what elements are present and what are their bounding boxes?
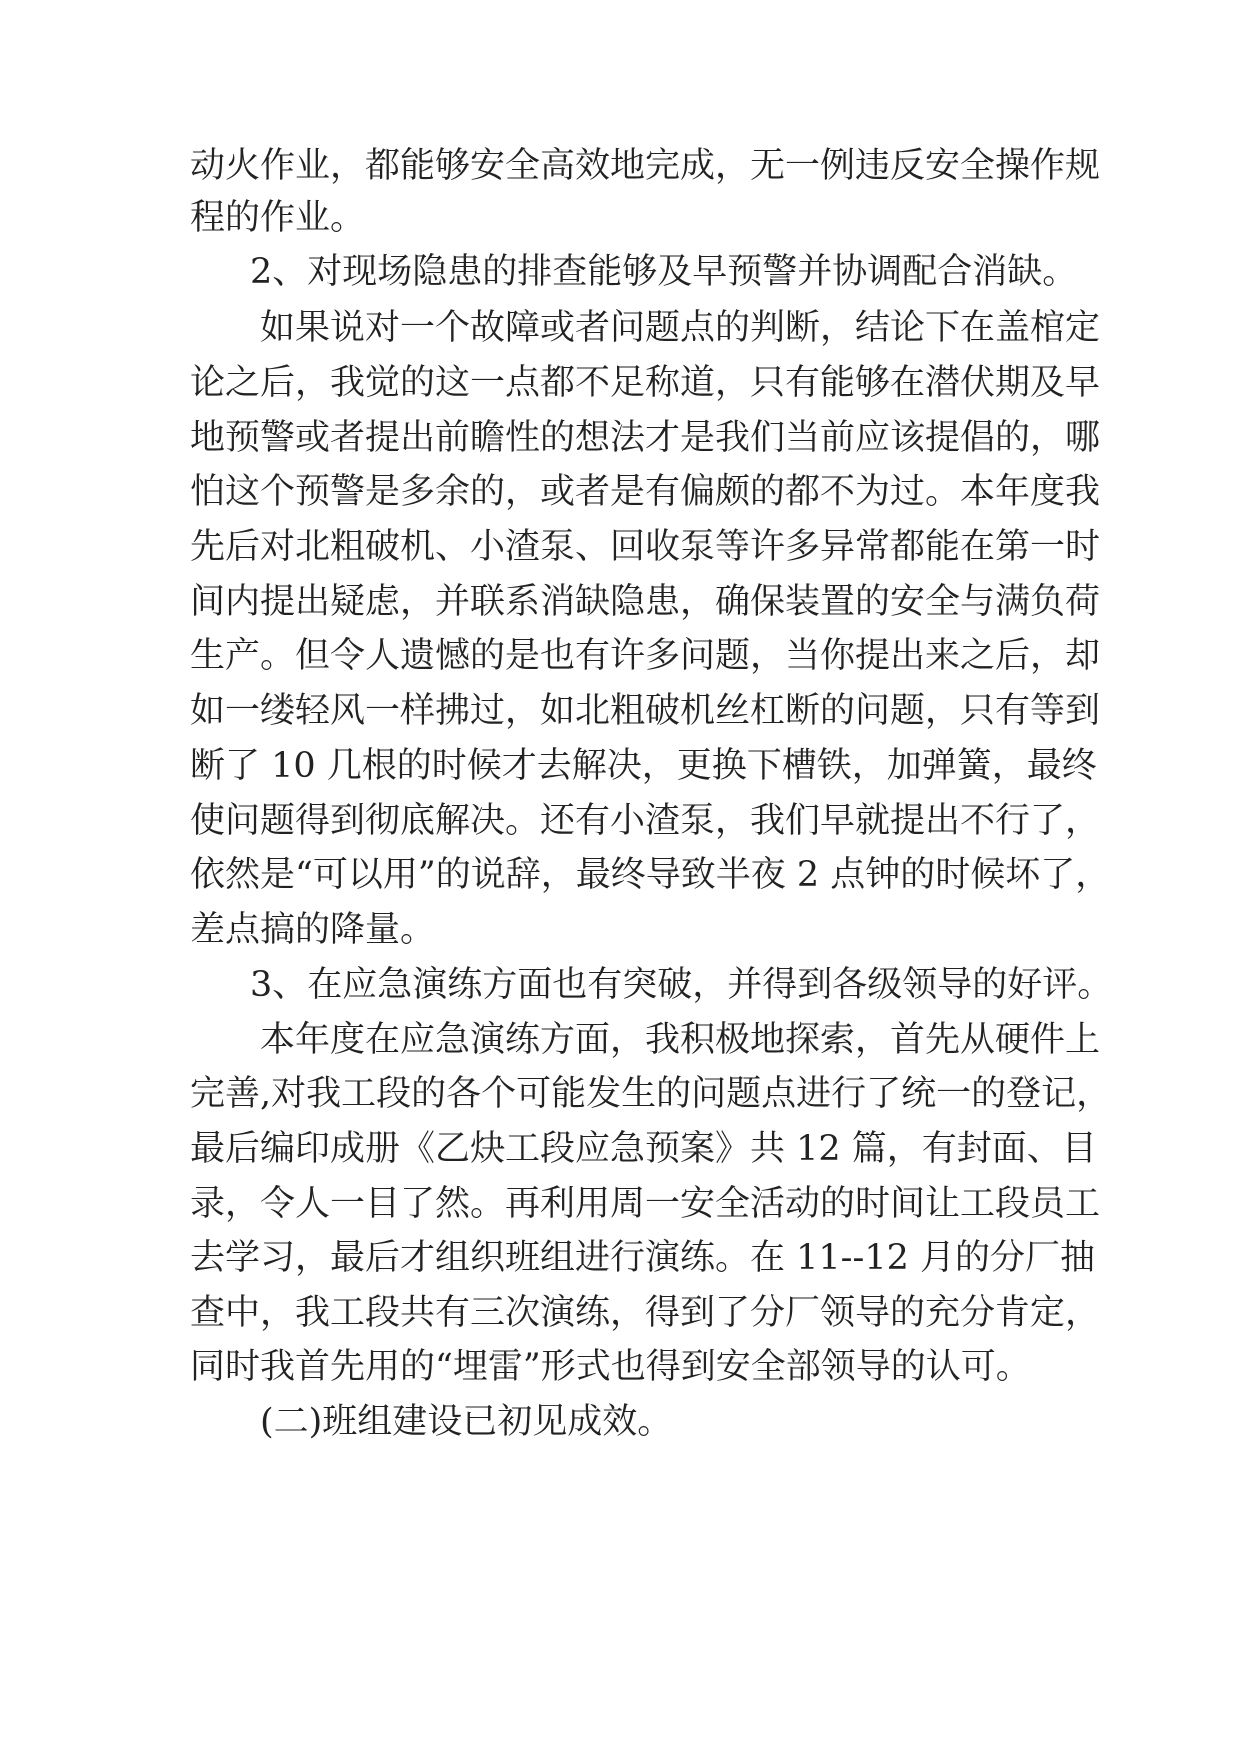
section-heading: (二)班组建设已初见成效。 — [260, 1402, 673, 1442]
text-line: 先后对北粗破机、小渣泵、回收泵等许多异常都能在第一时 — [190, 527, 1101, 567]
text-line: 论之后，我觉的这一点都不足称道，只有能够在潜伏期及早 — [190, 363, 1101, 403]
text-line: 录，令人一目了然。再利用周一安全活动的时间让工段员工 — [190, 1184, 1101, 1224]
text-line: 差点搞的降量。 — [190, 910, 436, 950]
text-line: 地预警或者提出前瞻性的想法才是我们当前应该提倡的，哪 — [190, 418, 1101, 458]
text-line: 怕这个预警是多余的，或者是有偏颇的都不为过。本年度我 — [190, 472, 1101, 512]
text-line: 查中，我工段共有三次演练，得到了分厂领导的充分肯定， — [190, 1293, 1101, 1333]
text-line: 动火作业，都能够安全高效地完成，无一例违反安全操作规 — [190, 146, 1101, 186]
text-line: 生产。但令人遗憾的是也有许多问题，当你提出来之后，却 — [190, 636, 1101, 676]
text-line: 依然是“可以用”的说辞，最终导致半夜 2 点钟的时候坏了， — [190, 855, 1111, 895]
text-line: 本年度在应急演练方面，我积极地探索，首先从硬件上 — [260, 1020, 1101, 1060]
text-line: 完善,对我工段的各个可能发生的问题点进行了统一的登记， — [190, 1074, 1112, 1114]
text-line: 间内提出疑虑，并联系消缺隐患，确保装置的安全与满负荷 — [190, 582, 1101, 622]
text-line: 断了 10 几根的时候才去解决，更换下槽铁，加弹簧，最终 — [190, 746, 1097, 786]
text-line: 程的作业。 — [190, 198, 366, 238]
text-line: 如果说对一个故障或者问题点的判断，结论下在盖棺定 — [260, 308, 1101, 348]
text-line: 使问题得到彻底解决。还有小渣泵，我们早就提出不行了， — [190, 801, 1101, 841]
section-heading: 2、对现场隐患的排查能够及早预警并协调配合消缺。 — [250, 252, 1078, 292]
text-line: 如一缕轻风一样拂过，如北粗破机丝杠断的问题，只有等到 — [190, 691, 1101, 731]
text-line: 同时我首先用的“埋雷”形式也得到安全部领导的认可。 — [190, 1347, 1031, 1387]
section-heading: 3、在应急演练方面也有突破，并得到各级领导的好评。 — [250, 965, 1113, 1005]
text-line: 去学习，最后才组织班组进行演练。在 11--12 月的分厂抽 — [190, 1238, 1095, 1278]
text-line: 最后编印成册《乙炔工段应急预案》共 12 篇，有封面、目 — [190, 1129, 1097, 1169]
